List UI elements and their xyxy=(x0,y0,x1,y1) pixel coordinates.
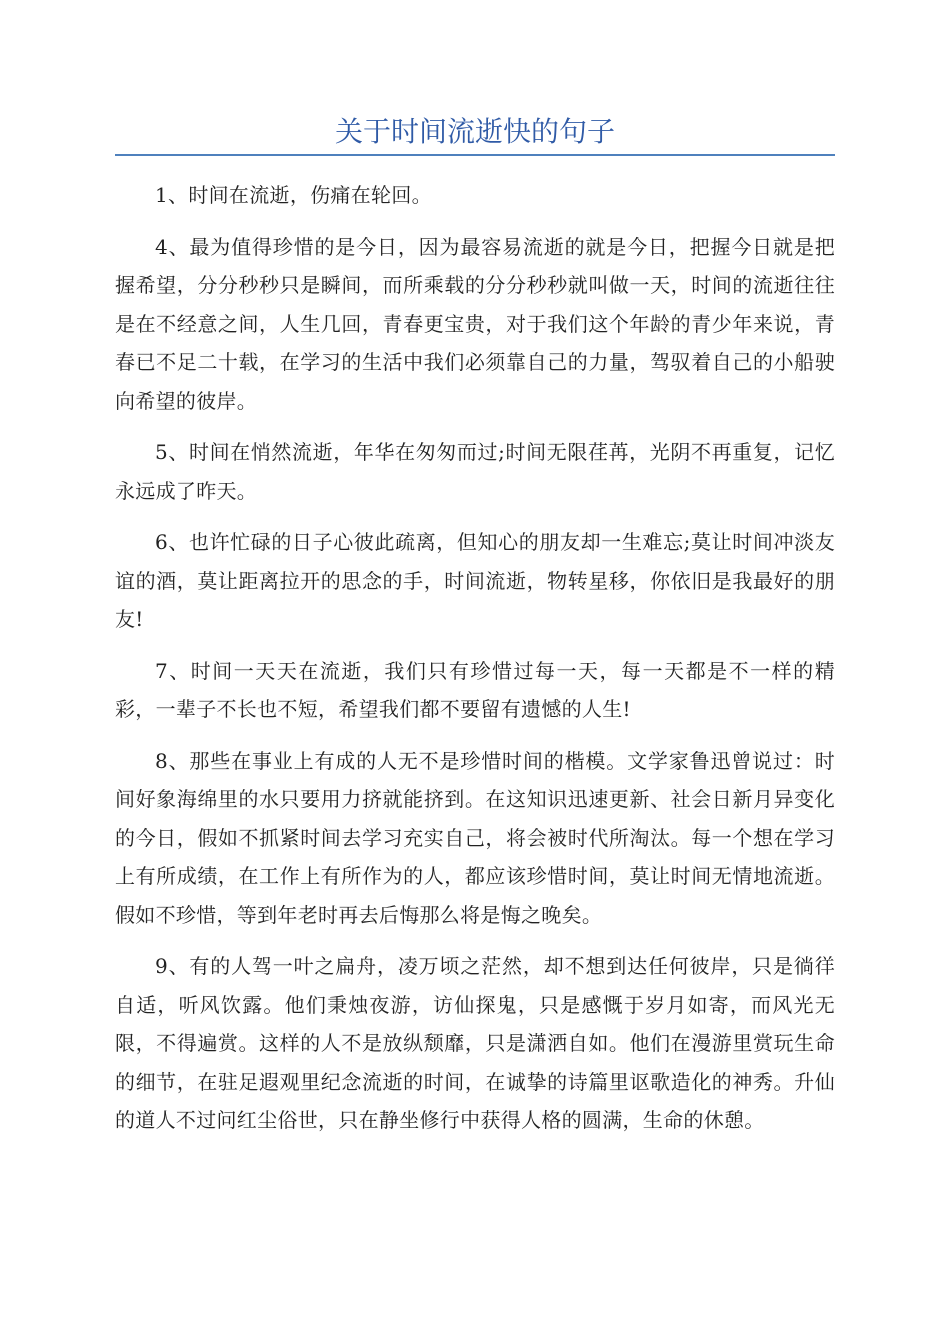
paragraph-7: 7、时间一天天在流逝，我们只有珍惜过每一天，每一天都是不一样的精彩，一辈子不长也不短，希望我们都不要留有遗憾的人生! xyxy=(115,658,835,721)
paragraph-4: 4、最为值得珍惜的是今日，因为最容易流逝的就是今日，把握今日就是把握希望，分分秒秒只是瞬间，而所乘载的分分秒秒就叫做一天，时间的流逝往往是在不经意之间，人生几回，青春更宝贵，对于我们这个年龄的青少年来说，青春已不足二十载，在学习的生活中我们必须靠自己的力量，驾驭着自己的小船驶向希望的彼岸。 xyxy=(115,234,835,413)
paragraph-6: 6、也许忙碌的日子心彼此疏离，但知心的朋友却一生难忘;莫让时间冲淡友谊的酒，莫让距离拉开的思念的手，时间流逝，物转星移，你依旧是我最好的朋友! xyxy=(115,530,835,631)
paragraph-5: 5、时间在悄然流逝，年华在匆匆而过;时间无限荏苒，光阴不再重复，记忆永远成了昨天。 xyxy=(115,440,835,503)
paragraph-9: 9、有的人驾一叶之扁舟，凌万顷之茫然，却不想到达任何彼岸，只是徜徉自适，听风饮露。他们秉烛夜游，访仙探鬼，只是感慨于岁月如寄，而风光无限，不得遍赏。这样的人不是放纵颓靡，只是潇洒自如。他们在漫游里赏玩生命的细节，在驻足遐观里纪念流逝的时间，在诚挚的诗篇里讴歌造化的神秀。升仙的道人不过问红尘俗世，只在静坐修行中获得人格的圆满，生命的休憩。 xyxy=(115,954,835,1132)
document-body xyxy=(115,176,835,1153)
paragraph-1: 1、时间在流逝，伤痛在轮回。 xyxy=(155,183,432,207)
paragraph-8: 8、那些在事业上有成的人无不是珍惜时间的楷模。文学家鲁迅曾说过：时间好象海绵里的水只要用力挤就能挤到。在这知识迅速更新、社会日新月异变化的今日，假如不抓紧时间去学习充实自己，将会被时代所淘汰。每一个想在学习上有所成绩，在工作上有所作为的人，都应该珍惜时间，莫让时间无情地流逝。假如不珍惜，等到年老时再去后悔那么将是悔之晚矣。 xyxy=(115,748,835,927)
title-block xyxy=(115,112,835,156)
document-title: 关于时间流逝快的句子 xyxy=(334,115,615,148)
